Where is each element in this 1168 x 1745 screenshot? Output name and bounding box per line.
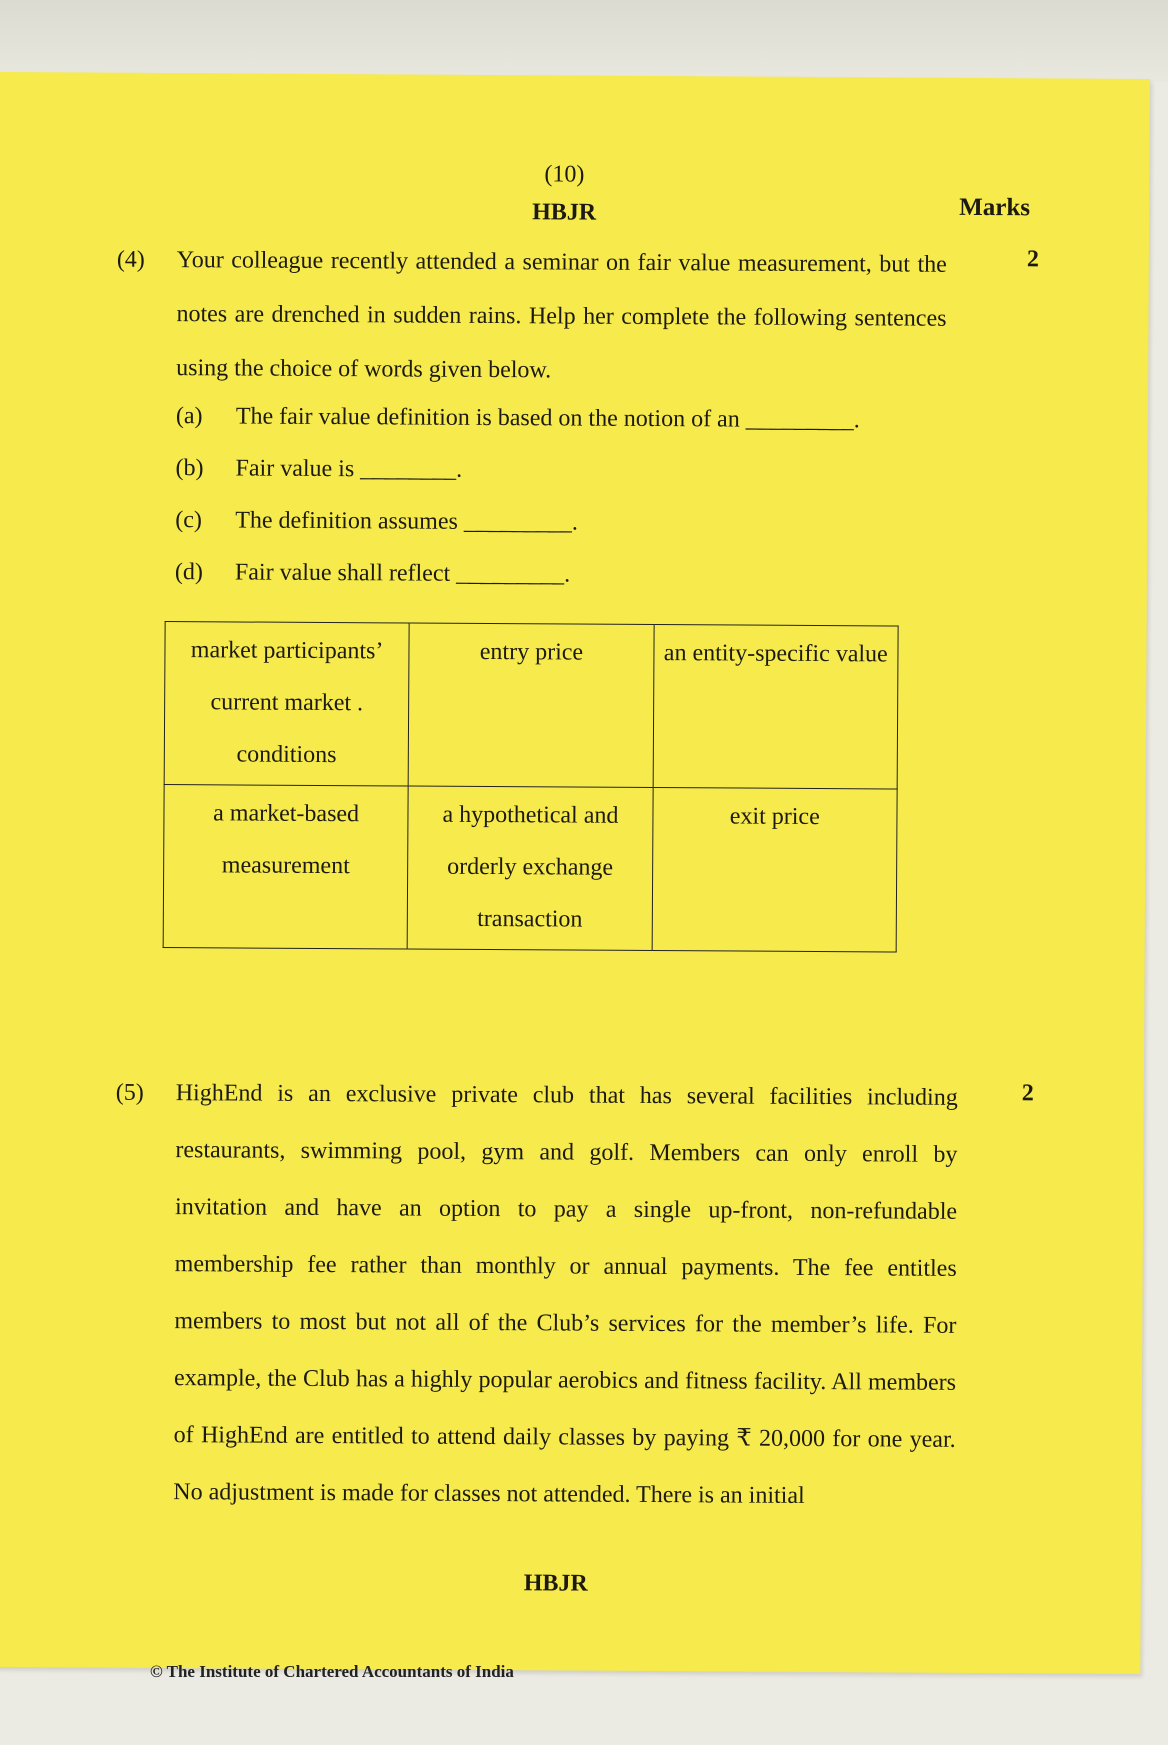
item-label: (c) — [175, 507, 202, 534]
exam-page — [0, 72, 1150, 1674]
question-4-item-a — [176, 403, 860, 434]
item-text: Fair value is ________. — [235, 455, 463, 483]
table-cell: market participants’ current market . conditions — [164, 622, 409, 786]
question-5-text: HighEnd is an exclusive private club that has several facilities including restaurants, swimming pool, gym and golf. Members can only enroll by invitation and have an option to pay a single up-front, non-refundable membership fee rather than monthly or annual payments. The fee entitles members to most but not all of the Club’s services for the member’s life. For example, the Club has a highly popular aerobics and fitness facility. All members of HighEnd are entitled to attend daily classes by paying ₹ 20,000 for one year. No adjustment is made for classes not attended. There is an initial — [173, 1080, 958, 1509]
question-4-item-c — [175, 507, 578, 536]
question-5-marks: 2 — [1021, 1080, 1034, 1107]
page-number: (10) — [544, 161, 585, 188]
table-cell: exit price — [652, 788, 897, 952]
question-5-number: (5) — [115, 1079, 144, 1106]
question-4-marks: 2 — [1026, 246, 1039, 273]
table-cell: a market-based measurement — [163, 785, 408, 949]
marks-heading: Marks — [959, 193, 1031, 222]
question-4-item-b — [175, 455, 462, 484]
paper-code-footer: HBJR — [523, 1570, 588, 1597]
item-text: Fair value shall reflect _________. — [234, 559, 571, 588]
scan-background — [0, 0, 1168, 82]
copyright-footer: © The Institute of Chartered Accountants of India — [150, 1662, 514, 1681]
table-cell: an entity-specific value — [653, 625, 898, 789]
paper-code-header: HBJR — [532, 199, 597, 226]
table-row — [164, 622, 898, 789]
question-4-item-d — [175, 559, 570, 588]
question-4-number: (4) — [116, 246, 145, 273]
item-text: The definition assumes _________. — [235, 507, 578, 536]
question-4-text: Your colleague recently attended a seminar on fair value measurement, but the notes are drenched in sudden rains. Help her complete the following sentences using the choice of words given below. — [176, 247, 947, 384]
table-cell: entry price — [408, 623, 653, 787]
table-cell: a hypothetical and orderly exchange transaction — [407, 786, 652, 950]
item-label: (a) — [175, 403, 203, 430]
word-choices-table — [163, 621, 899, 952]
table-row — [163, 785, 897, 952]
item-label: (d) — [174, 559, 204, 586]
item-label: (b) — [175, 455, 204, 482]
item-text: The fair value definition is based on the notion of an _________. — [235, 403, 860, 434]
